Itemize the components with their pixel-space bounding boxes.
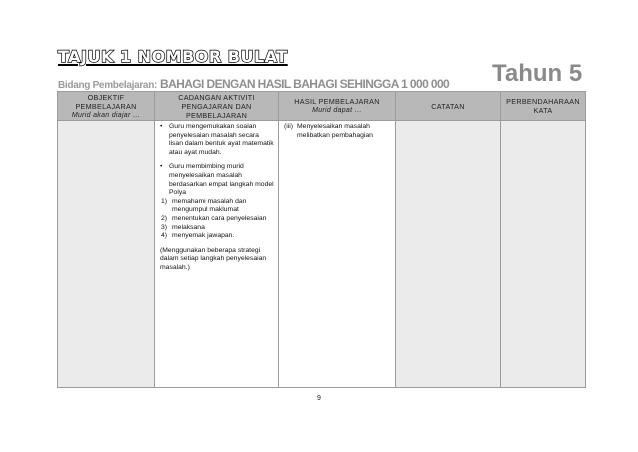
learning-area-value: BAHAGI DENGAN HASIL BAHAGI SEHINGGA 1 000 000: [160, 77, 450, 91]
header-objectives-subtitle: Murid akan diajar …: [71, 111, 141, 119]
bullet-icon: •: [160, 123, 163, 130]
step-number: 1): [161, 197, 168, 205]
step-number: 4): [161, 232, 168, 240]
header-notes-title: CATATAN: [431, 101, 465, 111]
header-outcomes-subtitle: Murid dapat …: [312, 107, 362, 114]
header-objectives: [58, 92, 155, 121]
list-item: [161, 232, 274, 241]
list-item: [161, 198, 274, 215]
header-vocabulary: [501, 92, 586, 121]
activity-text: Guru membimbing murid menyelesaikan masalah berdasarkan empat langkah model Polya: [169, 163, 274, 197]
header-outcomes-title: HASIL PEMBELAJARAN: [294, 97, 380, 106]
header-vocabulary-title: PERBENDAHARAAN KATA: [506, 97, 580, 115]
header-outcomes: [279, 92, 396, 121]
year-label: Tahun 5: [492, 60, 583, 87]
activity-text: Guru mengemukakan soalan penyelesaian masalah secara lisan dalam bentuk ayat matematik atau ayat mudah.: [169, 123, 274, 156]
header-objectives-title: OBJEKTIF PEMBELAJARAN: [75, 92, 137, 111]
strategy-note: (Menggunakan beberapa strategi dalam setiap langkah penyelesaian masalah.): [160, 246, 267, 271]
topic-title: TAJUK 1 NOMBOR BULAT: [58, 47, 288, 66]
header-notes: [396, 92, 501, 121]
vocabulary-cell: [501, 121, 586, 388]
step-text: menentukan cara penyelesaian: [172, 214, 267, 222]
outcome-item: [284, 123, 391, 140]
list-item: [161, 224, 274, 233]
outcomes-cell: [279, 121, 396, 388]
outcome-number: (iii): [284, 123, 294, 130]
page-number: 9: [317, 395, 321, 402]
table-row: [58, 121, 586, 388]
activities-cell: [155, 121, 279, 388]
bullet-icon: •: [160, 163, 163, 171]
list-item: [161, 215, 274, 224]
step-text: melaksana: [172, 223, 205, 231]
step-text: menyemak jawapan.: [172, 232, 235, 240]
header-activities-title: CADANGAN AKTIVITI PENGAJARAN DAN PEMBELAJARAN: [178, 92, 255, 120]
step-number: 3): [161, 223, 168, 231]
lesson-plan-table: [57, 91, 586, 388]
step-number: 2): [161, 214, 168, 222]
learning-area-label: Bidang Pembelajaran:: [58, 80, 158, 91]
objectives-cell: [58, 121, 155, 388]
polya-steps-list: [161, 197, 274, 241]
activity-item: [160, 123, 274, 157]
notes-cell: [396, 121, 501, 388]
activity-item: [160, 163, 274, 240]
outcome-text: Menyelesaikan masalah melibatkan pembahagian: [297, 123, 373, 139]
header-activities: [155, 92, 279, 121]
table-header-row: [58, 92, 586, 121]
step-text: memahami masalah dan mengumpul maklumat: [172, 197, 247, 214]
